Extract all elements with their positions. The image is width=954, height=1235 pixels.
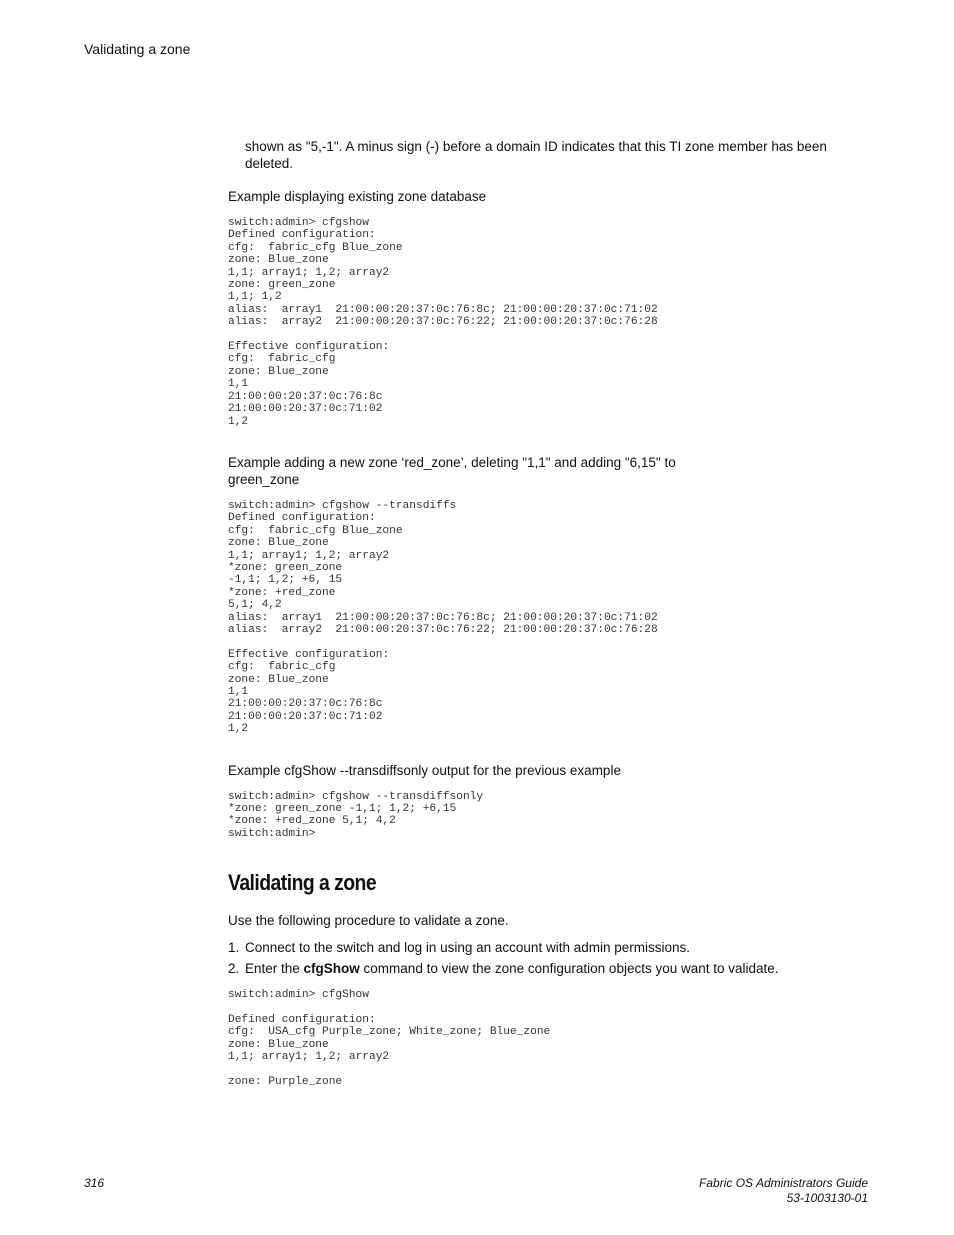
step-number: 2. xyxy=(228,961,240,977)
running-header: Validating a zone xyxy=(84,41,191,57)
section-code: switch:admin> cfgShow Defined configuration: cfg: USA_cfg Purple_zone; White_zone; Blue_zone zone: Blue_zone 1,1; array1; 1,2; array2 zone: Purple_zone xyxy=(228,989,551,1089)
step-1 xyxy=(228,939,868,956)
step-text: Connect to the switch and log in using an account with admin permissions. xyxy=(245,940,690,956)
procedure-steps xyxy=(228,939,868,977)
command-name: cfgShow xyxy=(303,961,360,977)
example-3-code: switch:admin> cfgshow --transdiffsonly *zone: green_zone -1,1; 1,2; +6,15 *zone: +red_zone 5,1; 4,2 switch:admin> xyxy=(228,790,484,840)
step-text-before: Enter the xyxy=(245,961,304,977)
step-number: 1. xyxy=(228,940,240,956)
example-2-title: Example adding a new zone ‘red_zone’, deleting "1,1" and adding "6,15" to green_zone xyxy=(228,454,676,487)
example-3-title: Example cfgShow --transdiffsonly output for the previous example xyxy=(228,762,621,778)
example-2-code: switch:admin> cfgshow --transdiffs Defined configuration: cfg: fabric_cfg Blue_zone zone: Blue_zone 1,1; array1; 1,2; array2 *zone: green_zone -1,1; 1,2; +6, 15 *zone: +red_zone 5,1; 4,2 alias: array1 21:00:00:20:37:0c:76:8c; 21:00:00:20:37:0c:71:02 alias: array2 21:00:00:20:37:0c:76:22; 21:00:00:20:37:0c:76:28 Effective configuration: cfg: fabric_cfg zone: Blue_zone 1,1 21:00:00:20:37:0c:76:8c 21:00:00:20:37:0c:71:02 1,2 xyxy=(228,499,658,736)
main-content xyxy=(228,138,868,1089)
step-2 xyxy=(228,960,868,977)
footer-guide-info xyxy=(699,1176,868,1206)
section-heading: Validating a zone xyxy=(228,870,377,896)
doc-number: 53-1003130-01 xyxy=(786,1191,868,1205)
intro-paragraph: shown as "5,-1". A minus sign (-) before a domain ID indicates that this TI zone member has been deleted. xyxy=(245,139,827,171)
section-intro: Use the following procedure to validate a zone. xyxy=(228,913,509,929)
guide-title: Fabric OS Administrators Guide xyxy=(699,1176,868,1190)
example-1-title: Example displaying existing zone database xyxy=(228,189,487,204)
example-1-code: switch:admin> cfgshow Defined configuration: cfg: fabric_cfg Blue_zone zone: Blue_zone 1,1; array1; 1,2; array2 zone: green_zone 1,1; 1,2 alias: array1 21:00:00:20:37:0c:76:8c; 21:00:00:20:37:0c:71:02 alias: array2 21:00:00:20:37:0c:76:22; 21:00:00:20:37:0c:76:28 Effective configuration: cfg: fabric_cfg zone: Blue_zone 1,1 21:00:00:20:37:0c:76:8c 21:00:00:20:37:0c:71:02 1,2 xyxy=(228,217,658,428)
page-number: 316 xyxy=(84,1176,105,1190)
step-text-after: command to view the zone configuration objects you want to validate. xyxy=(359,961,779,977)
